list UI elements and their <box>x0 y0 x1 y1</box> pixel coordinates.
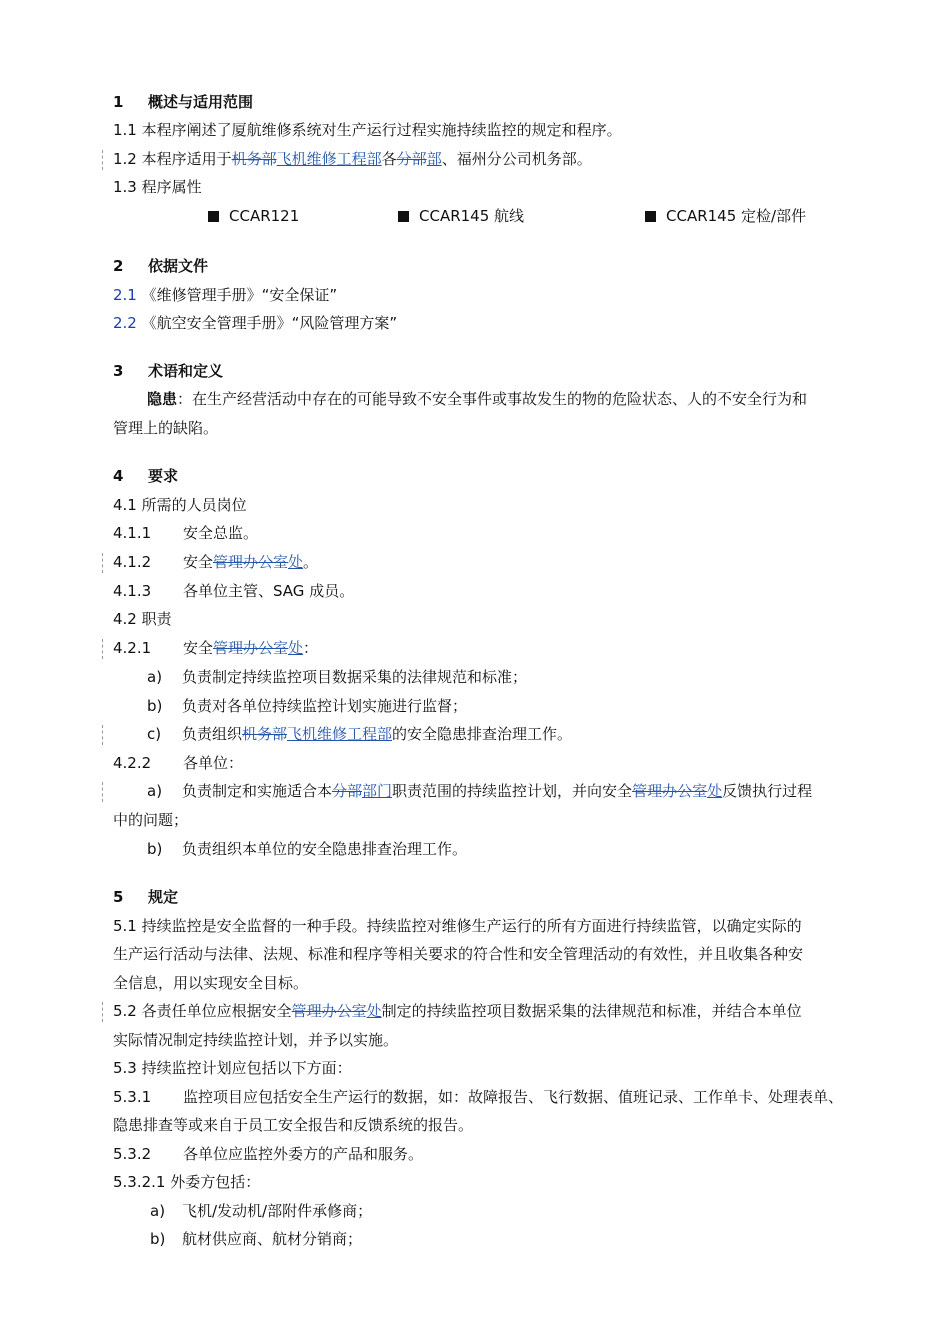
inserted-text: 部 <box>426 150 442 168</box>
change-bar <box>102 639 103 659</box>
filled-square-icon <box>645 211 656 222</box>
inserted-text: 处 <box>366 1002 382 1020</box>
program-attributes <box>0 206 950 226</box>
para-1-1: 1.1 本程序阐述了厦航维修系统对生产运行过程实施持续监控的规定和程序。 <box>113 121 622 139</box>
filled-square-icon <box>398 211 409 222</box>
deleted-text: 管理办公室 <box>213 639 289 657</box>
list-item: a) 负责制定和实施适合本分部部门职责范围的持续监控计划，并向安全管理办公室处反馈执行过程 <box>147 782 813 800</box>
list-item: b) 负责组织本单位的安全隐患排查治理工作。 <box>147 840 468 858</box>
section-1-heading: 1 概述与适用范围 <box>113 93 254 111</box>
para-5-3-1: 5.3.1 监控项目应包括安全生产运行的数据，如：故障报告、飞行数据、值班记录、工作单卡、处理表单、 <box>113 1088 844 1106</box>
inserted-text: 处 <box>288 639 304 657</box>
deleted-text: 机务部 <box>242 725 288 743</box>
reference-item: 2.2 《航空安全管理手册》“风险管理方案” <box>113 314 398 332</box>
change-bar <box>102 725 103 745</box>
para-1-2: 1.2 本程序适用于机务部飞机维修工程部各分部部、福州分公司机务部。 <box>113 150 592 168</box>
para-5-1-cont: 全信息，用以实现安全目标。 <box>113 974 309 992</box>
inserted-text: 处 <box>288 553 304 571</box>
para-1-3: 1.3 程序属性 <box>113 178 202 196</box>
deleted-text: 分部 <box>332 782 363 800</box>
inserted-text: 飞机维修工程部 <box>276 150 382 168</box>
section-2-heading: 2 依据文件 <box>113 257 209 275</box>
list-item: c) 负责组织机务部飞机维修工程部的安全隐患排查治理工作。 <box>147 725 573 743</box>
list-item: b) 航材供应商、航材分销商； <box>150 1230 363 1248</box>
list-item-cont: 中的问题； <box>113 811 189 829</box>
inserted-text: 处 <box>707 782 723 800</box>
para-5-1: 5.1 持续监控是安全监督的一种手段。持续监控对维修生产运行的所有方面进行持续监管，以确定实际的 <box>113 917 802 935</box>
section-5-heading: 5 规定 <box>113 888 179 906</box>
para-5-3-2: 5.3.2 各单位应监控外委方的产品和服务。 <box>113 1145 424 1163</box>
deleted-text: 管理办公室 <box>632 782 708 800</box>
para-5-1-cont: 生产运行活动与法律、法规、标准和程序等相关要求的符合性和安全管理活动的有效性，并且收集各种安 <box>113 945 804 963</box>
reference-item: 2.1 《维修管理手册》“安全保证” <box>113 286 338 304</box>
list-item: a) 负责制定持续监控项目数据采集的法律规范和标准； <box>147 668 528 686</box>
section-3-heading: 3 术语和定义 <box>113 362 224 380</box>
para-4-1-3: 4.1.3 各单位主管、SAG 成员。 <box>113 582 355 600</box>
definition: 隐患：在生产经营活动中存在的可能导致不安全事件或事故发生的物的危险状态、人的不安全行为和 <box>147 390 808 408</box>
inserted-text: 飞机维修工程部 <box>287 725 393 743</box>
para-4-1-2: 4.1.2 安全管理办公室处。 <box>113 553 319 571</box>
deleted-text: 管理办公室 <box>291 1002 367 1020</box>
change-bar <box>102 150 103 170</box>
change-bar <box>102 782 103 802</box>
para-5-3: 5.3 持续监控计划应包括以下方面： <box>113 1059 352 1077</box>
change-bar <box>102 1002 103 1022</box>
para-5-3-2-1: 5.3.2.1 外委方包括： <box>113 1173 261 1191</box>
para-4-1: 4.1 所需的人员岗位 <box>113 496 247 514</box>
list-item: a) 飞机/发动机/部附件承修商； <box>150 1202 373 1220</box>
para-5-2: 5.2 各责任单位应根据安全管理办公室处制定的持续监控项目数据采集的法律规范和标准，并结合本单位 <box>113 1002 802 1020</box>
deleted-text: 分部 <box>396 150 427 168</box>
list-item: b) 负责对各单位持续监控计划实施进行监督； <box>147 697 468 715</box>
para-4-2-2: 4.2.2 各单位： <box>113 754 244 772</box>
attribute-item: CCAR145 航线 <box>398 206 524 226</box>
section-4-heading: 4 要求 <box>113 467 179 485</box>
para-5-2-cont: 实际情况制定持续监控计划，并予以实施。 <box>113 1031 399 1049</box>
definition-cont: 管理上的缺陷。 <box>113 419 219 437</box>
para-5-3-1-cont: 隐患排查等或来自于员工安全报告和反馈系统的报告。 <box>113 1116 474 1134</box>
para-4-2: 4.2 职责 <box>113 610 172 628</box>
filled-square-icon <box>208 211 219 222</box>
deleted-text: 机务部 <box>231 150 277 168</box>
attribute-item: CCAR145 定检/部件 <box>645 206 806 226</box>
inserted-text: 部门 <box>362 782 393 800</box>
attribute-item: CCAR121 <box>208 206 299 226</box>
change-bar <box>102 553 103 573</box>
para-4-1-1: 4.1.1 安全总监。 <box>113 524 259 542</box>
deleted-text: 管理办公室 <box>213 553 289 571</box>
para-4-2-1: 4.2.1 安全管理办公室处： <box>113 639 319 657</box>
